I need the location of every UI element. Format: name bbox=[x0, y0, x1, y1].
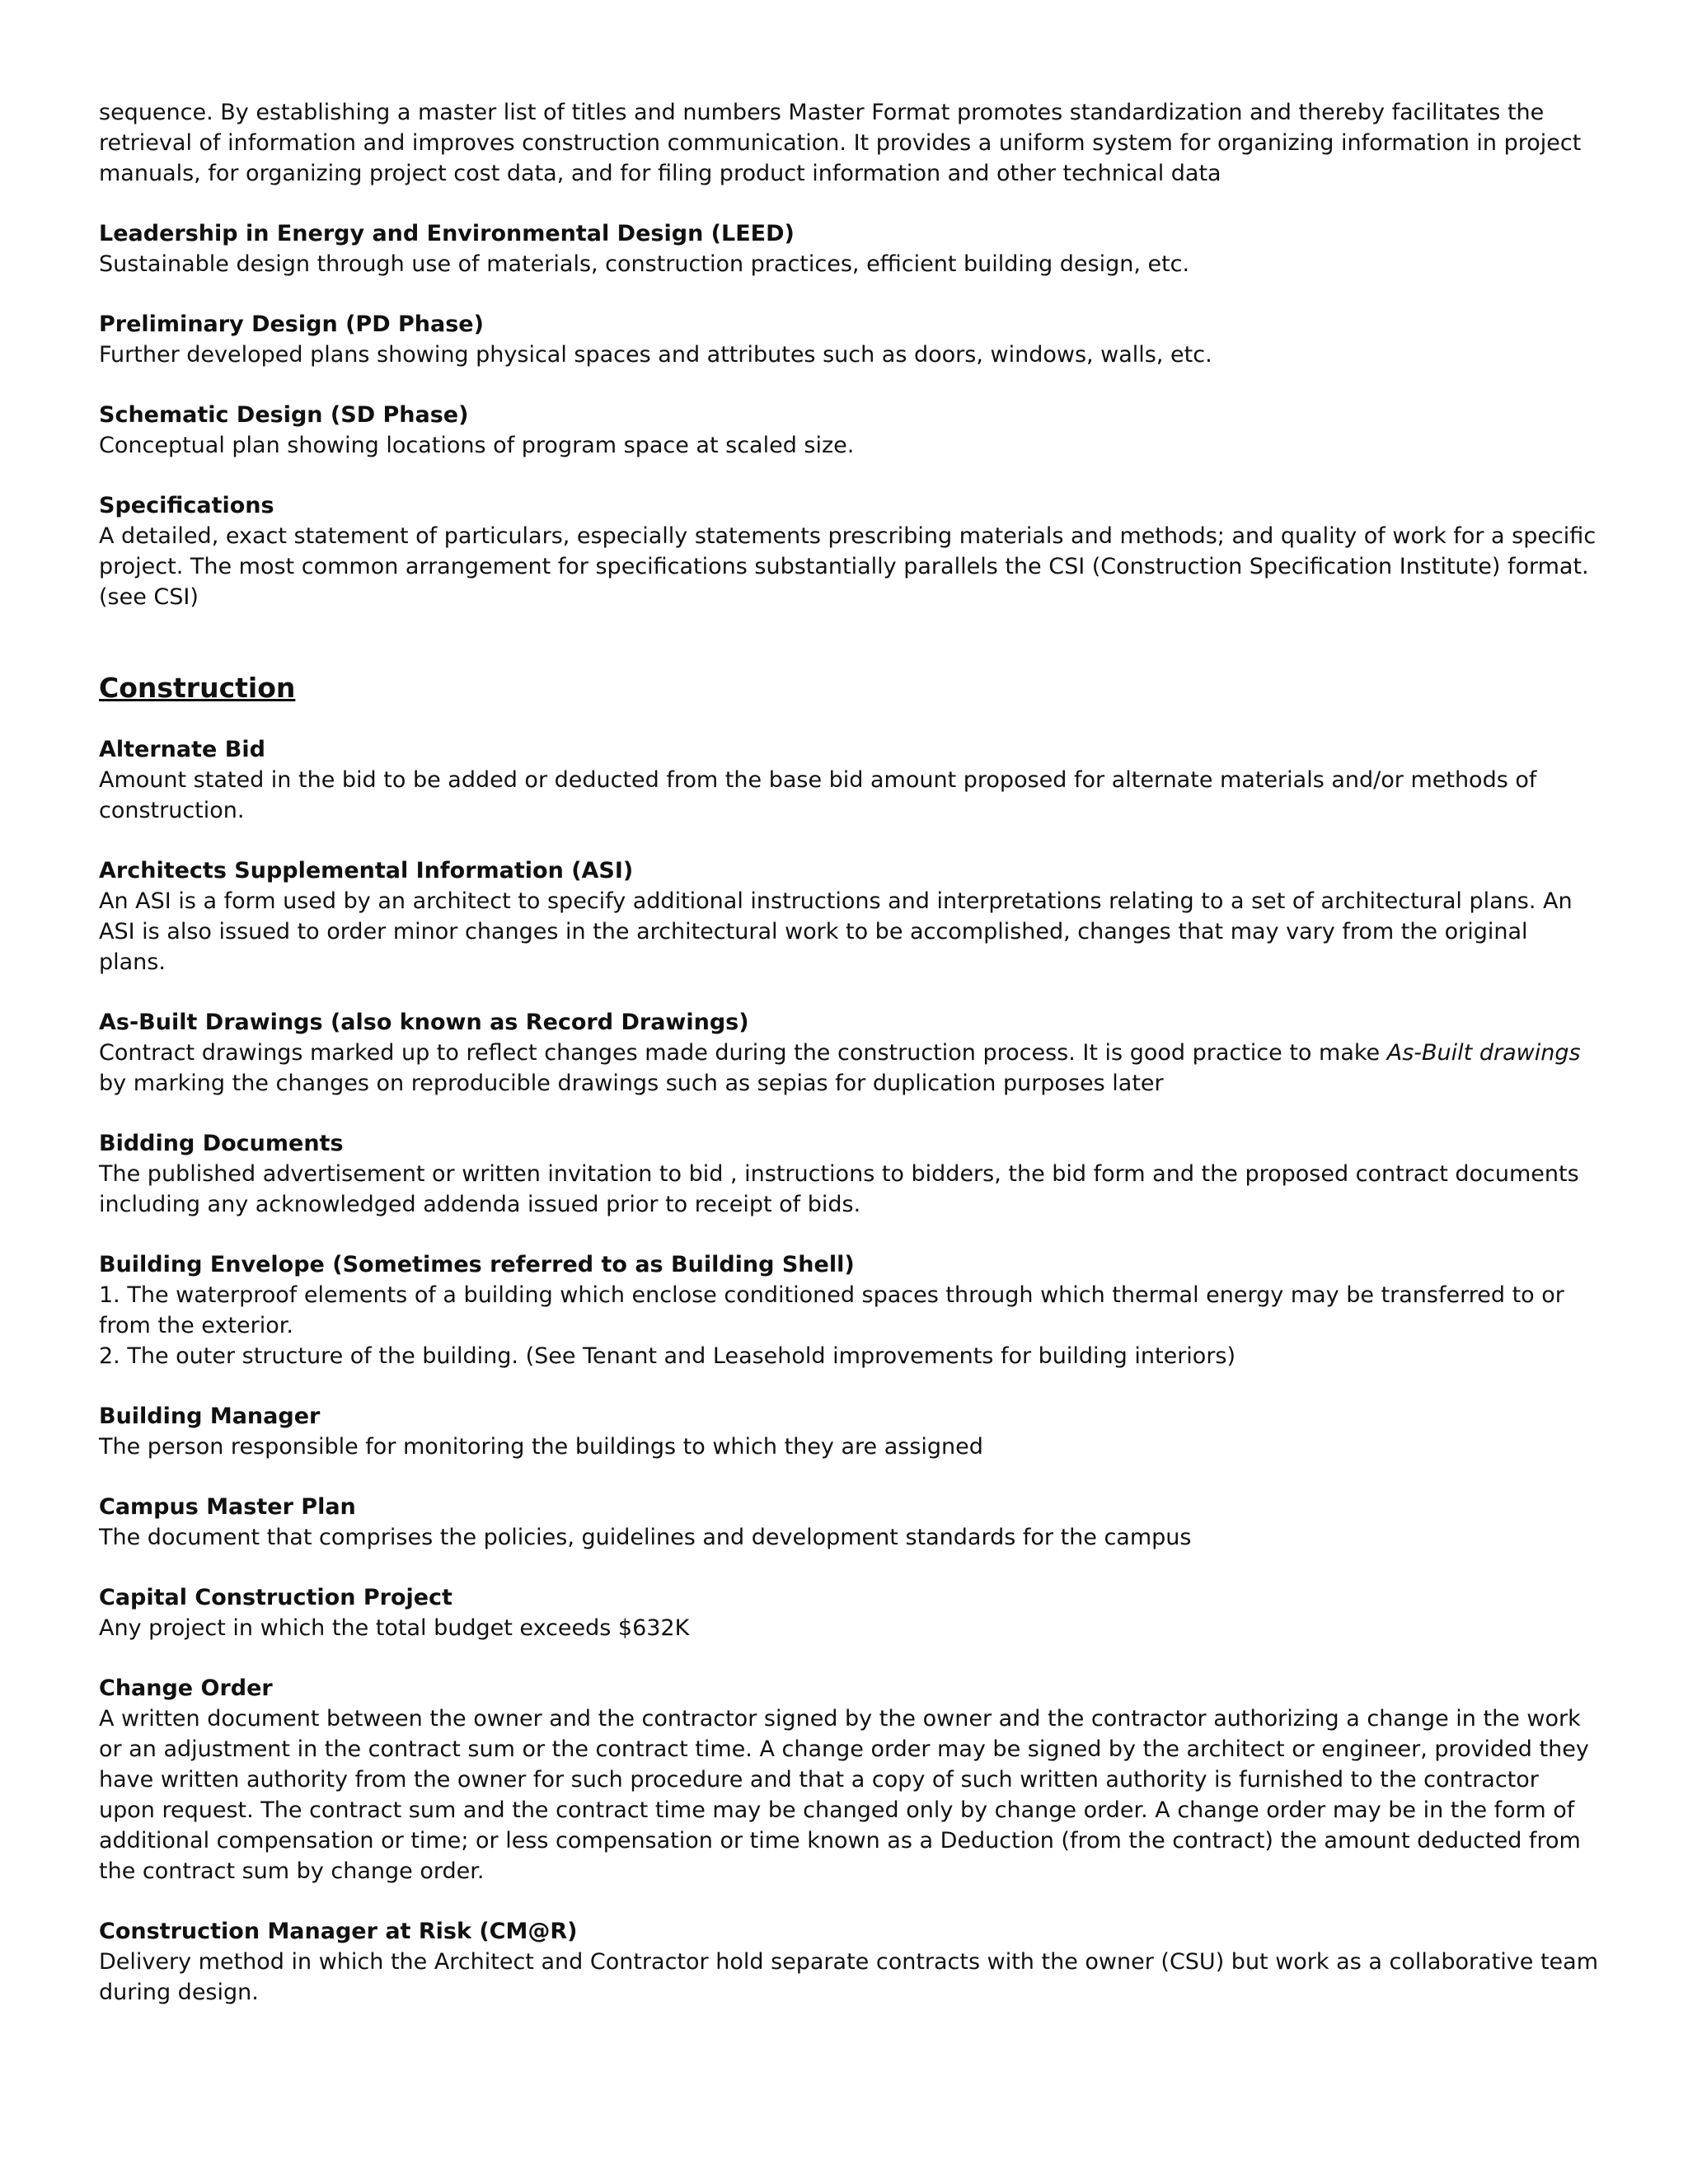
spacer bbox=[99, 279, 1599, 309]
spacer bbox=[99, 1553, 1599, 1582]
glossary-entry-preliminary-design bbox=[99, 309, 1599, 370]
term-heading: Architects Supplemental Information (ASI) bbox=[99, 858, 634, 883]
term-definition: The document that comprises the policies, guidelines and development standards for the campus bbox=[99, 1525, 1192, 1550]
term-heading: Leadership in Energy and Environmental Design (LEED) bbox=[99, 221, 795, 246]
spacer bbox=[99, 461, 1599, 490]
definition-text: by marking the changes on reproducible drawings such as sepias for duplication purposes later bbox=[99, 1040, 1588, 1096]
spacer bbox=[99, 1643, 1599, 1673]
term-heading: Alternate Bid bbox=[99, 737, 265, 762]
glossary-entry-capital-construction-project bbox=[99, 1582, 1599, 1643]
glossary-entry-as-built-drawings bbox=[99, 1007, 1599, 1099]
glossary-entry-specifications bbox=[99, 490, 1603, 612]
spacer bbox=[99, 189, 1599, 218]
intro-paragraph: sequence. By establishing a master list of titles and numbers Master Format promotes standardization and thereby facilitates the retrieval of information and improves construction communication. It provides a uniform system for organizing information in project manuals, for organizing project cost data, and for filing product information and other technical data bbox=[99, 100, 1588, 186]
glossary-entry-campus-master-plan bbox=[99, 1492, 1599, 1553]
spacer bbox=[99, 370, 1599, 400]
glossary-entry-leed bbox=[99, 218, 1599, 279]
term-definition: A written document between the owner and the contractor signed by the owner and the contractor authorizing a change in the work or an adjustment in the contract sum or the contract time. A change order may be signed by the architect or engineer, provided they have written authority from the owner for such procedure and that a copy of such written authority is furnished to the contractor upon request. The contract sum and the contract time may be changed only by change order. A change order may be in the form of additional compensation or time; or less compensation or time known as a Deduction (from the contract) the amount deducted from the contract sum by change order. bbox=[99, 1706, 1597, 1884]
section-title-construction: Construction bbox=[99, 672, 296, 704]
glossary-entry-alternate-bid bbox=[99, 734, 1599, 826]
spacer bbox=[99, 826, 1599, 855]
term-heading: Specifications bbox=[99, 493, 274, 518]
spacer bbox=[99, 1220, 1599, 1249]
definition-text: Contract drawings marked up to reflect changes made during the construction process. It is good practice to make bbox=[99, 1040, 1387, 1066]
spacer bbox=[99, 706, 1599, 734]
term-heading: Bidding Documents bbox=[99, 1131, 344, 1156]
spacer bbox=[99, 1462, 1599, 1492]
term-definition-line-1: 1. The waterproof elements of a building which enclose conditioned spaces through which thermal energy may be transferred to or from the exterior. bbox=[99, 1282, 1572, 1338]
term-definition-line-2: 2. The outer structure of the building. (See Tenant and Leasehold improvements for building interiors) bbox=[99, 1343, 1236, 1369]
term-heading: Schematic Design (SD Phase) bbox=[99, 402, 469, 428]
glossary-entry-asi bbox=[99, 855, 1599, 977]
term-heading: Capital Construction Project bbox=[99, 1585, 452, 1610]
document-page bbox=[99, 97, 1606, 2008]
spacer bbox=[99, 977, 1599, 1007]
glossary-entry-change-order bbox=[99, 1673, 1599, 1886]
term-heading: Building Envelope (Sometimes referred to as Building Shell) bbox=[99, 1252, 855, 1277]
term-definition: Amount stated in the bid to be added or deducted from the base bid amount proposed for alternate materials and/or methods of construction. bbox=[99, 767, 1544, 823]
term-definition: The published advertisement or written invitation to bid , instructions to bidders, the bid form and the proposed contract documents including any acknowledged addenda issued prior to receipt of bids. bbox=[99, 1161, 1587, 1217]
definition-italic-text: As-Built drawings bbox=[1386, 1040, 1581, 1066]
glossary-entry-building-manager bbox=[99, 1401, 1599, 1462]
term-definition: Any project in which the total budget exceeds $632K bbox=[99, 1615, 690, 1641]
term-definition: Delivery method in which the Architect and Contractor hold separate contracts with the owner (CSU) but work as a collaborative team during design. bbox=[99, 1949, 1606, 2005]
term-definition bbox=[99, 1038, 1599, 1099]
term-definition: Conceptual plan showing locations of program space at scaled size. bbox=[99, 433, 855, 458]
term-definition: Further developed plans showing physical spaces and attributes such as doors, windows, walls, etc. bbox=[99, 342, 1212, 368]
term-definition: An ASI is a form used by an architect to specify additional instructions and interpretations relating to a set of architectural plans. An ASI is also issued to order minor changes in the architectural work to be accomplished, changes that may vary from the original plans. bbox=[99, 888, 1580, 975]
term-heading: Building Manager bbox=[99, 1404, 321, 1429]
term-heading: Construction Manager at Risk (CM@R) bbox=[99, 1919, 578, 1944]
glossary-entry-building-envelope bbox=[99, 1249, 1599, 1371]
term-definition: The person responsible for monitoring the buildings to which they are assigned bbox=[99, 1434, 983, 1460]
term-heading: As-Built Drawings (also known as Record Drawings) bbox=[99, 1010, 749, 1035]
glossary-entry-bidding-documents bbox=[99, 1128, 1599, 1220]
spacer bbox=[99, 1371, 1599, 1401]
glossary-entry-schematic-design bbox=[99, 400, 1599, 461]
term-definition: Sustainable design through use of materials, construction practices, efficient building design, etc. bbox=[99, 251, 1190, 277]
spacer bbox=[99, 1099, 1599, 1128]
term-heading: Campus Master Plan bbox=[99, 1494, 356, 1520]
spacer bbox=[99, 1886, 1599, 1916]
term-heading: Change Order bbox=[99, 1675, 273, 1701]
term-definition: A detailed, exact statement of particulars, especially statements prescribing materials and methods; and quality of work for a specific project. The most common arrangement for specifications substantially parallels the CSI (Construction Specification Institute) format. (see CSI) bbox=[99, 523, 1603, 610]
glossary-entry-cm-at-risk bbox=[99, 1916, 1606, 2008]
spacer bbox=[99, 612, 1599, 670]
term-heading: Preliminary Design (PD Phase) bbox=[99, 312, 484, 337]
